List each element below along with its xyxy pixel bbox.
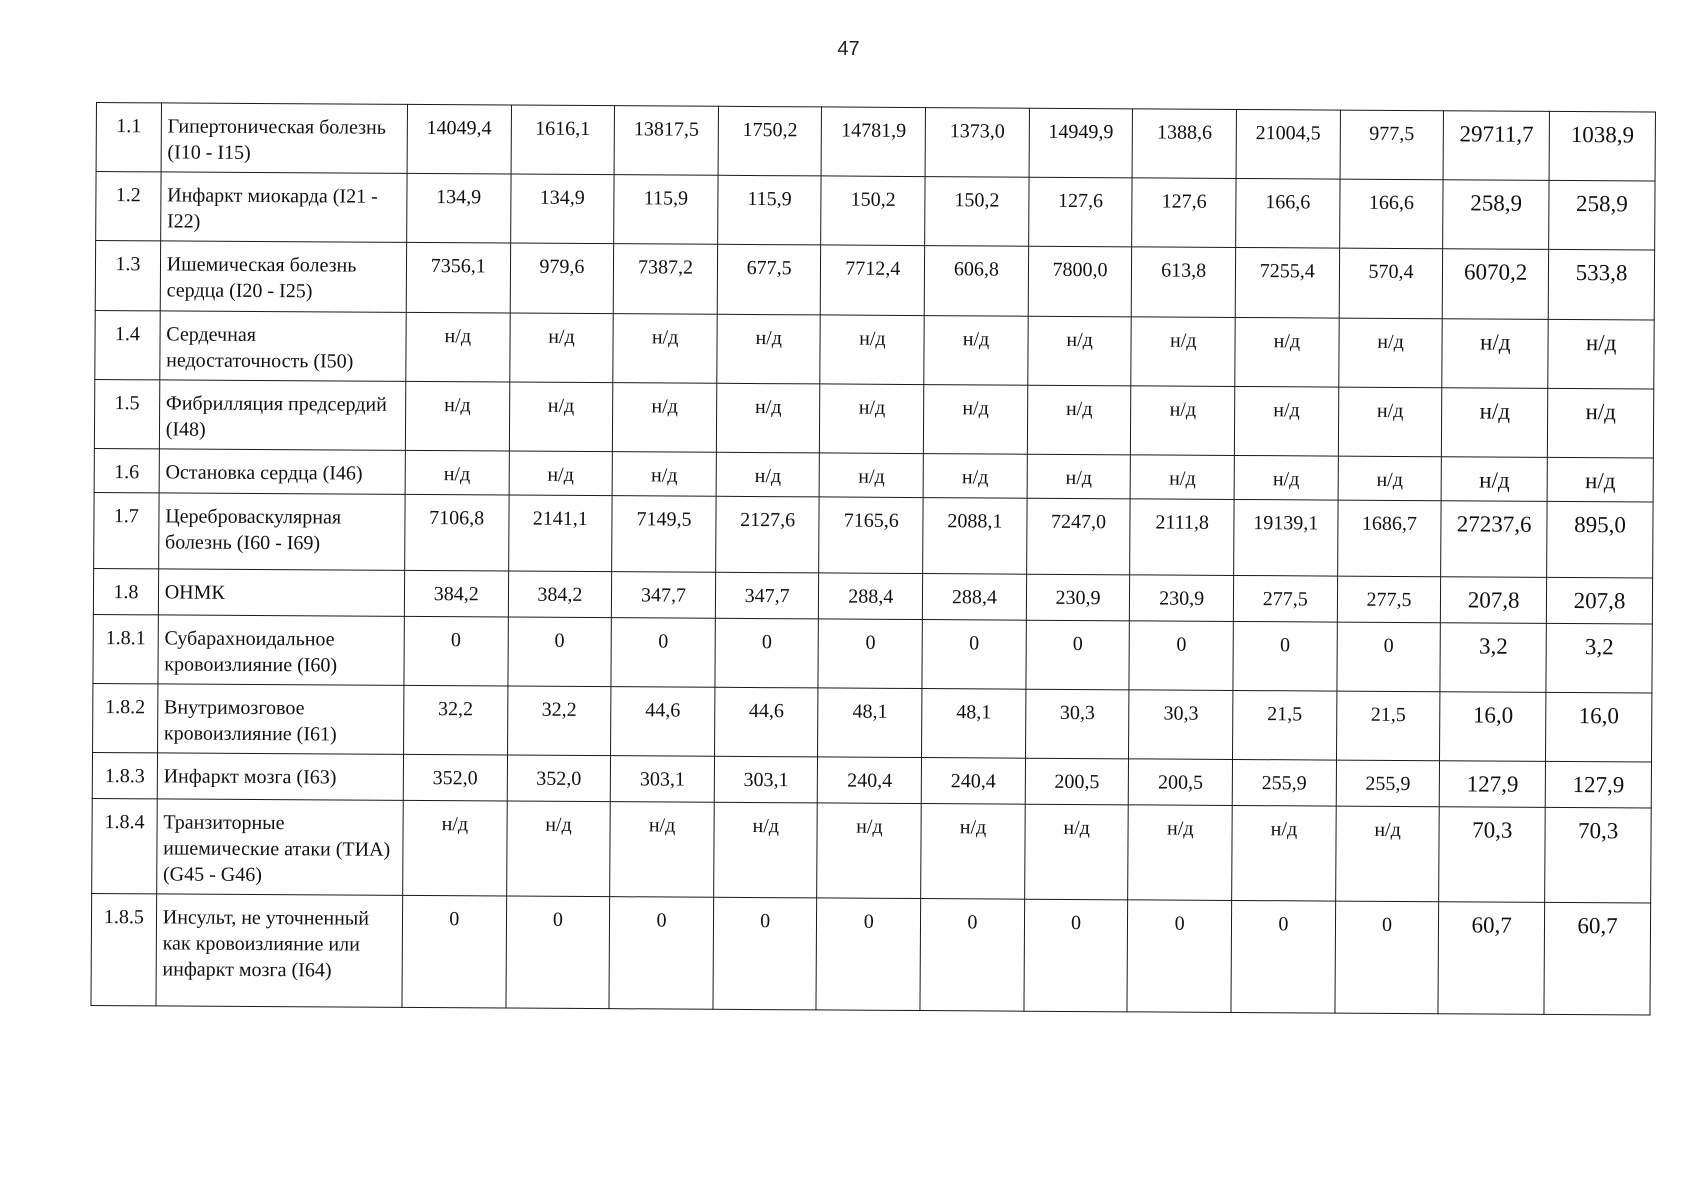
table-cell: 7387,2	[613, 244, 717, 315]
table-cell: 303,1	[714, 756, 818, 803]
table-cell: н/д	[716, 452, 820, 497]
table-cell: 0	[922, 620, 1026, 690]
table-cell: 613,8	[1132, 247, 1236, 318]
table-cell: 384,2	[508, 571, 612, 618]
table-cell: н/д	[509, 382, 613, 452]
row-number: 1.8	[93, 568, 158, 614]
table-cell: н/д	[1338, 456, 1442, 501]
table-cell: 32,2	[507, 686, 611, 756]
table-cell: 150,2	[821, 176, 925, 246]
table-cell: 14049,4	[407, 104, 511, 174]
table-cell: 0	[920, 899, 1024, 1012]
table-row	[95, 241, 1654, 321]
table-cell: 14781,9	[822, 107, 926, 177]
table-cell: 7356,1	[406, 242, 510, 313]
table-body	[91, 103, 1655, 1016]
table-cell: 240,4	[921, 758, 1025, 805]
row-label: Инфаркт мозга (I63)	[157, 753, 403, 801]
table-cell: 134,9	[510, 174, 614, 244]
table-cell: 0	[713, 897, 817, 1010]
table-cell: 677,5	[717, 244, 821, 315]
table-cell: 0	[1024, 899, 1128, 1012]
row-number: 1.2	[96, 172, 161, 241]
table-cell: н/д	[509, 313, 613, 383]
table-cell: 127,9	[1440, 761, 1546, 808]
table-cell: 230,9	[1130, 575, 1234, 622]
table-cell: н/д	[1234, 455, 1338, 500]
table-cell: 230,9	[1026, 574, 1130, 621]
table-cell: н/д	[613, 314, 717, 384]
table-cell: 2141,1	[508, 495, 612, 572]
table-cell: н/д	[1027, 385, 1131, 455]
table-row	[94, 492, 1653, 578]
table-cell: н/д	[1548, 319, 1654, 389]
page-number: 47	[837, 38, 860, 60]
table-cell: 0	[715, 618, 819, 688]
table-cell: 0	[1335, 901, 1439, 1014]
row-label: Ишемическая болезнь сердца (I20 - I25)	[160, 241, 407, 313]
table-cell: н/д	[1232, 805, 1336, 901]
table-cell: 352,0	[403, 754, 507, 801]
table-cell: н/д	[405, 450, 509, 495]
table-row	[91, 893, 1651, 1015]
table-cell: 48,1	[922, 689, 1026, 759]
table-cell: 21,5	[1336, 691, 1440, 761]
row-number: 1.8.1	[93, 614, 158, 683]
table-cell: н/д	[1338, 318, 1442, 388]
table-cell: 7712,4	[821, 245, 925, 316]
table-cell: 27237,6	[1441, 501, 1547, 578]
table-row	[93, 614, 1652, 693]
table-cell: 0	[611, 618, 715, 688]
table-cell: 7149,5	[612, 496, 716, 573]
table-cell: 3,2	[1546, 623, 1652, 693]
row-number: 1.8.4	[92, 798, 157, 893]
table-cell: н/д	[1131, 386, 1235, 456]
table-cell: 288,4	[922, 574, 1026, 621]
row-label: Гипертоническая болезнь (I10 - I15)	[161, 103, 408, 174]
row-label: Инсульт, не уточненный как кровоизлияние или инфаркт мозга (I64)	[156, 894, 403, 1008]
table-cell: 384,2	[404, 570, 508, 617]
table-cell: 0	[1127, 900, 1231, 1013]
data-table	[90, 102, 1655, 1016]
table-cell: н/д	[1024, 804, 1128, 900]
row-label: Транзиторные ишемические атаки (ТИА) (G45 - G46)	[156, 799, 403, 896]
table-cell: н/д	[1442, 319, 1548, 389]
table-row	[96, 103, 1655, 182]
table-cell: 3,2	[1440, 623, 1546, 693]
table-cell: н/д	[506, 801, 610, 897]
table-cell: 606,8	[924, 246, 1028, 317]
table-cell: 0	[1233, 621, 1337, 691]
table-cell: 1388,6	[1132, 109, 1236, 179]
table-cell: 127,9	[1545, 761, 1651, 808]
table-cell: н/д	[1131, 455, 1235, 500]
table-cell: 48,1	[818, 688, 922, 758]
row-number: 1.6	[94, 448, 159, 492]
table-cell: н/д	[1128, 805, 1232, 901]
table-cell: 1616,1	[511, 105, 615, 175]
table-cell: 570,4	[1339, 248, 1443, 319]
table-cell: 1750,2	[718, 106, 822, 176]
row-number: 1.7	[94, 492, 159, 568]
table-cell: 0	[818, 619, 922, 689]
row-label: Остановка сердца (I46)	[159, 449, 405, 495]
table-cell: 895,0	[1547, 501, 1653, 578]
table-cell: 70,3	[1545, 807, 1651, 903]
row-number: 1.8.2	[93, 683, 158, 752]
table-cell: 2088,1	[923, 498, 1027, 575]
table-cell: 166,6	[1236, 178, 1340, 248]
table-cell: 115,9	[717, 175, 821, 245]
table-cell: 0	[506, 896, 610, 1009]
row-label: Субарахноидальное кровоизлияние (I60)	[158, 615, 405, 686]
table-cell: н/д	[613, 383, 717, 453]
table-cell: н/д	[509, 451, 613, 496]
table-cell: 14949,9	[1029, 108, 1133, 178]
row-label: Инфаркт миокарда (I21 - I22)	[160, 172, 407, 243]
table-cell: 16,0	[1546, 692, 1652, 762]
row-number: 1.4	[95, 310, 160, 379]
table-cell: н/д	[1235, 317, 1339, 387]
row-label: Сердечная недостаточность (I50)	[160, 311, 407, 382]
table-cell: 207,8	[1546, 577, 1652, 624]
table-cell: н/д	[1547, 457, 1653, 502]
table-cell: 347,7	[612, 572, 716, 619]
table-cell: 2111,8	[1130, 499, 1234, 576]
row-number: 1.5	[94, 379, 159, 448]
table-cell: 303,1	[610, 756, 714, 803]
table-cell: 7247,0	[1026, 498, 1130, 575]
table-cell: 0	[816, 898, 920, 1011]
table-cell: 134,9	[407, 173, 511, 243]
table-cell: н/д	[1027, 454, 1131, 499]
table-cell: н/д	[406, 312, 510, 382]
table-row	[95, 310, 1654, 389]
table-cell: 255,9	[1336, 760, 1440, 807]
table-cell: 0	[402, 895, 506, 1008]
table-cell: 2127,6	[715, 496, 819, 573]
table-cell: 16,0	[1440, 692, 1546, 762]
table-cell: 1373,0	[925, 108, 1029, 178]
table-cell: 166,6	[1339, 179, 1443, 249]
row-number: 1.1	[96, 103, 161, 172]
table-cell: н/д	[403, 800, 507, 896]
table-cell: 1686,7	[1337, 500, 1441, 577]
table-cell: 70,3	[1439, 807, 1545, 903]
table-cell: 0	[1337, 622, 1441, 692]
table-cell: н/д	[923, 385, 1027, 455]
table-cell: н/д	[612, 452, 716, 497]
table-cell: н/д	[820, 384, 924, 454]
table-cell: 533,8	[1548, 249, 1654, 320]
table-cell: н/д	[405, 381, 509, 451]
table-cell: 127,6	[1132, 178, 1236, 248]
table-cell: н/д	[1234, 386, 1338, 456]
table-cell: н/д	[1028, 316, 1132, 386]
table-cell: н/д	[820, 453, 924, 498]
table-cell: 115,9	[614, 175, 718, 245]
table-cell: 258,9	[1549, 180, 1655, 250]
table-cell: 7106,8	[405, 494, 509, 571]
table-cell: н/д	[1442, 388, 1548, 458]
table-cell: н/д	[610, 802, 714, 898]
table-cell: 0	[508, 617, 612, 687]
table-cell: 7800,0	[1028, 246, 1132, 317]
table-cell: 150,2	[925, 177, 1029, 247]
table-cell: 7165,6	[819, 497, 923, 574]
row-number: 1.8.5	[91, 893, 156, 1005]
table-row	[92, 798, 1652, 903]
row-label: Цереброваскулярная болезнь (I60 - I69)	[158, 493, 405, 571]
row-label: Фибрилляция предсердий (I48)	[159, 380, 406, 451]
table-cell: 30,3	[1025, 689, 1129, 759]
table-row	[94, 379, 1653, 458]
table-cell: 127,6	[1028, 177, 1132, 247]
table-cell: н/д	[716, 383, 820, 453]
table-cell: 7255,4	[1235, 247, 1339, 318]
table-cell: 979,6	[510, 243, 614, 314]
table-cell: 200,5	[1129, 759, 1233, 806]
table-cell: 0	[404, 616, 508, 686]
table-row	[96, 172, 1655, 251]
table-cell: 60,7	[1438, 902, 1544, 1015]
row-label: Внутримозговое кровоизлияние (I61)	[157, 684, 404, 755]
table-cell: 44,6	[714, 687, 818, 757]
table-cell: н/д	[1338, 387, 1442, 457]
table-cell: 352,0	[507, 755, 611, 802]
table-cell: н/д	[1335, 806, 1439, 902]
table-cell: 30,3	[1129, 690, 1233, 760]
table-cell: 60,7	[1544, 902, 1651, 1015]
table-cell: н/д	[820, 315, 924, 385]
table-cell: 13817,5	[614, 106, 718, 176]
table-cell: н/д	[1441, 457, 1547, 502]
row-number: 1.3	[95, 241, 160, 311]
table-cell: 977,5	[1340, 110, 1444, 180]
table-cell: 207,8	[1441, 577, 1547, 624]
table-cell: 277,5	[1233, 575, 1337, 622]
table-cell: 288,4	[819, 573, 923, 620]
table-cell: 21,5	[1233, 690, 1337, 760]
table-cell: 200,5	[1025, 758, 1129, 805]
table-cell: 19139,1	[1234, 499, 1338, 576]
table-cell: 44,6	[611, 687, 715, 757]
table-cell: 0	[1026, 620, 1130, 690]
table-cell: 258,9	[1443, 180, 1549, 250]
table-cell: 21004,5	[1236, 109, 1340, 179]
table-cell: н/д	[924, 316, 1028, 386]
row-number: 1.8.3	[92, 752, 157, 798]
table-cell: н/д	[717, 314, 821, 384]
table-cell: 6070,2	[1443, 249, 1549, 320]
table-row	[93, 683, 1652, 762]
row-label: ОНМК	[158, 569, 404, 617]
table-cell: 29711,7	[1443, 111, 1549, 181]
table-cell: н/д	[1131, 317, 1235, 387]
table-cell: н/д	[1547, 388, 1653, 458]
table-cell: 0	[1231, 900, 1335, 1013]
table-cell: н/д	[923, 454, 1027, 499]
table-cell: 0	[609, 897, 713, 1010]
table-cell: 1038,9	[1549, 111, 1655, 181]
table-cell: н/д	[921, 804, 1025, 900]
table-cell: 240,4	[818, 757, 922, 804]
table-cell: н/д	[817, 803, 921, 899]
table-cell: 32,2	[403, 685, 507, 755]
table-cell: 277,5	[1337, 576, 1441, 623]
table-cell: 0	[1129, 621, 1233, 691]
table-cell: н/д	[713, 802, 817, 898]
table-cell: 255,9	[1232, 759, 1336, 806]
table-cell: 347,7	[715, 572, 819, 619]
